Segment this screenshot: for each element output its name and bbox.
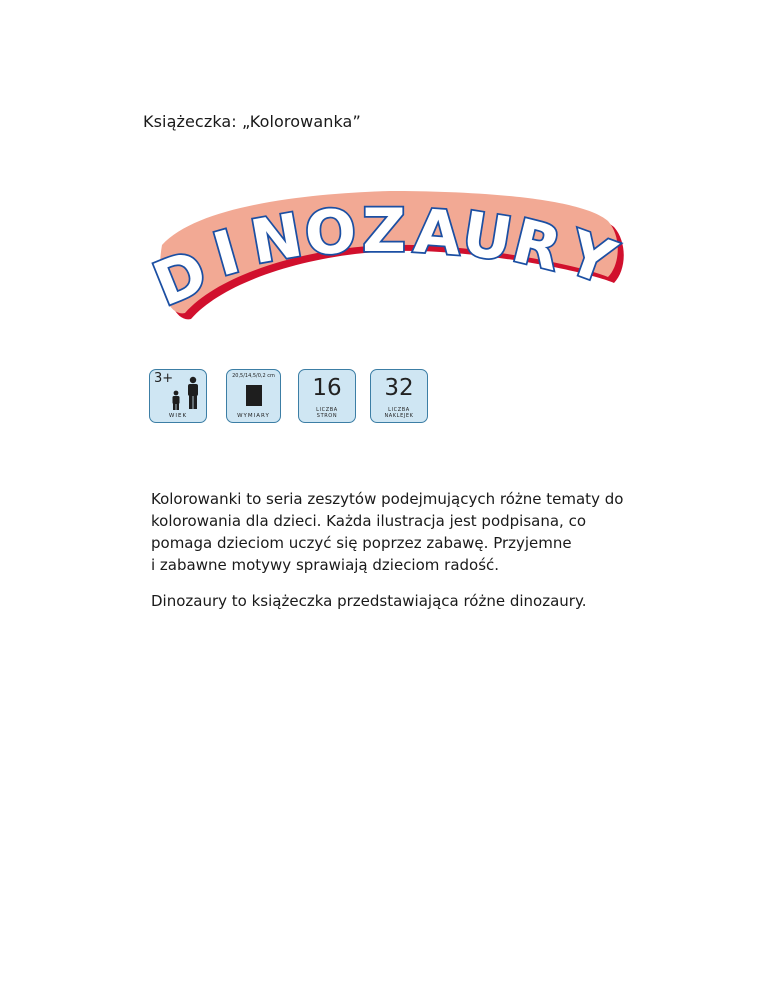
description (151, 488, 651, 626)
age-value: 3+ (154, 371, 174, 386)
dimensions-caption: WYMIARY (237, 413, 270, 419)
description-paragraph-1 (151, 488, 651, 576)
age-badge (149, 369, 207, 423)
logo-letter: I (206, 217, 247, 291)
description-line-1: Kolorowanki to seria zeszytów podejmujących różne tematy do (151, 490, 624, 508)
logo-letter: O (302, 196, 359, 270)
description-line-2: kolorowania dla dzieci. Każda ilustracja jest podpisana, co (151, 512, 586, 530)
logo-letters (144, 196, 624, 320)
logo-letter: U (457, 198, 517, 276)
pages-caption-line2: STRON (316, 412, 338, 419)
pages-caption-line1: LICZBA (316, 407, 338, 413)
stickers-caption-line2: NAKLEJEK (384, 412, 414, 419)
stickers-caption (371, 408, 427, 419)
logo-letter: Z (362, 196, 406, 266)
description-line-3: pomaga dzieciom uczyć się poprzez zabawę. Przyjemne (151, 534, 572, 552)
page-title: Książeczka: „Kolorowanka” (143, 112, 361, 131)
age-caption: WIEK (168, 413, 188, 419)
logo-letter: R (505, 206, 568, 286)
description-line-4: i zabawne motywy sprawiają dzieciom radość. (151, 556, 500, 574)
dimensions-badge (226, 369, 281, 423)
pages-caption (299, 408, 355, 419)
logo-letter: Y (558, 217, 624, 299)
logo-letter: A (411, 196, 463, 270)
adult-child-icon (168, 376, 206, 414)
pages-value: 16 (312, 375, 342, 401)
pages-badge (298, 369, 356, 423)
stickers-caption-line1: LICZBA (388, 407, 410, 413)
dinozaury-logo (140, 185, 630, 325)
logo-letter: D (144, 236, 217, 321)
dimensions-value: 20,5/14,5/0,2 cm (232, 373, 275, 379)
book-square-icon (246, 385, 262, 406)
stickers-value: 32 (384, 375, 414, 401)
logo-letter: N (245, 200, 308, 279)
stickers-badge (370, 369, 428, 423)
description-paragraph-2: Dinozaury to książeczka przedstawiająca różne dinozaury. (151, 592, 587, 610)
